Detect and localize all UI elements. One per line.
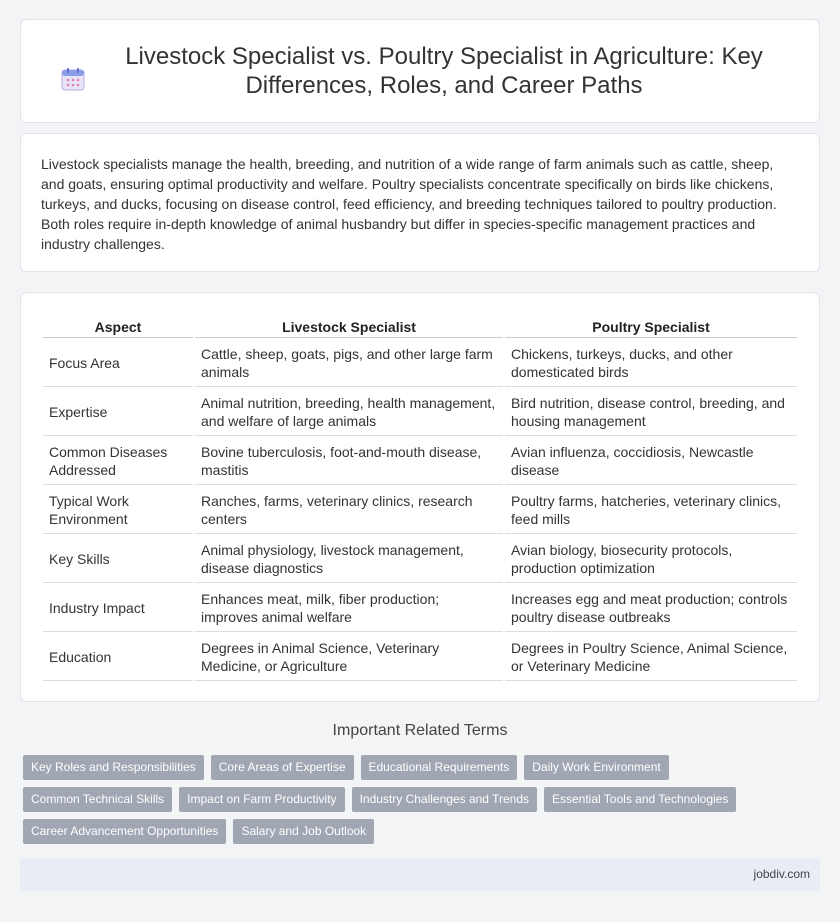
- table-cell: Avian biology, biosecurity protocols, production optimization: [505, 536, 797, 583]
- table-cell: Poultry farms, hatcheries, veterinary clinics, feed mills: [505, 487, 797, 534]
- table-row: [43, 487, 797, 534]
- table-cell: Industry Impact: [43, 585, 193, 632]
- table-cell: Degrees in Animal Science, Veterinary Medicine, or Agriculture: [195, 634, 503, 681]
- table-row: [43, 340, 797, 387]
- table-cell: Chickens, turkeys, ducks, and other domesticated birds: [505, 340, 797, 387]
- related-term-tag[interactable]: Core Areas of Expertise: [211, 755, 354, 780]
- comparison-table: [41, 313, 799, 683]
- table-cell: Animal physiology, livestock management, disease diagnostics: [195, 536, 503, 583]
- related-term-tag[interactable]: Impact on Farm Productivity: [179, 787, 344, 812]
- page-title: Livestock Specialist vs. Poultry Specialist in Agriculture: Key Differences, Roles, and Career Paths: [125, 43, 763, 99]
- table-row: [43, 536, 797, 583]
- table-cell: Focus Area: [43, 340, 193, 387]
- table-cell: Increases egg and meat production; controls poultry disease outbreaks: [505, 585, 797, 632]
- related-term-tag[interactable]: Career Advancement Opportunities: [23, 819, 226, 844]
- table-cell: Cattle, sheep, goats, pigs, and other large farm animals: [195, 340, 503, 387]
- table-cell: Avian influenza, coccidiosis, Newcastle disease: [505, 438, 797, 485]
- table-row: [43, 389, 797, 436]
- table-cell: Bird nutrition, disease control, breeding, and housing management: [505, 389, 797, 436]
- footer-site-link[interactable]: jobdiv.com: [753, 867, 810, 881]
- related-term-tag[interactable]: Common Technical Skills: [23, 787, 172, 812]
- table-row: [43, 438, 797, 485]
- related-term-tag[interactable]: Salary and Job Outlook: [233, 819, 374, 844]
- intro-card: [20, 133, 820, 272]
- related-terms-title: Important Related Terms: [332, 722, 508, 739]
- table-cell: Expertise: [43, 389, 193, 436]
- related-terms-list: [23, 755, 823, 851]
- table-cell: Animal nutrition, breeding, health management, and welfare of large animals: [195, 389, 503, 436]
- intro-text: Livestock specialists manage the health, breeding, and nutrition of a wide range of farm animals such as cattle, sheep, and goats, ensuring optimal productivity and welfare. Poultry specialists concentrate specifically on birds like chickens, turkeys, and ducks, focusing on disease control, feed efficiency, and breeding techniques tailored to poultry production. Both roles require in-depth knowledge of animal husbandry but differ in species-specific management practices and industry challenges.: [41, 156, 777, 252]
- header-card: [20, 19, 820, 123]
- table-cell: Bovine tuberculosis, foot-and-mouth disease, mastitis: [195, 438, 503, 485]
- table-cell: Degrees in Poultry Science, Animal Science, or Veterinary Medicine: [505, 634, 797, 681]
- table-header-livestock: Livestock Specialist: [195, 315, 503, 338]
- footer: [20, 858, 820, 891]
- table-cell: Ranches, farms, veterinary clinics, research centers: [195, 487, 503, 534]
- table-cell: Common Diseases Addressed: [43, 438, 193, 485]
- table-header-poultry: Poultry Specialist: [505, 315, 797, 338]
- comparison-table-card: [20, 292, 820, 702]
- table-row: [43, 634, 797, 681]
- table-header-aspect: Aspect: [43, 315, 193, 338]
- related-term-tag[interactable]: Essential Tools and Technologies: [544, 787, 736, 812]
- table-row: [43, 585, 797, 632]
- related-term-tag[interactable]: Industry Challenges and Trends: [352, 787, 537, 812]
- calendar-icon: [61, 67, 85, 91]
- related-term-tag[interactable]: Educational Requirements: [361, 755, 518, 780]
- table-header-row: [43, 315, 797, 338]
- table-cell: Typical Work Environment: [43, 487, 193, 534]
- table-cell: Education: [43, 634, 193, 681]
- related-term-tag[interactable]: Key Roles and Responsibilities: [23, 755, 204, 780]
- table-cell: Enhances meat, milk, fiber production; improves animal welfare: [195, 585, 503, 632]
- table-cell: Key Skills: [43, 536, 193, 583]
- related-term-tag[interactable]: Daily Work Environment: [524, 755, 668, 780]
